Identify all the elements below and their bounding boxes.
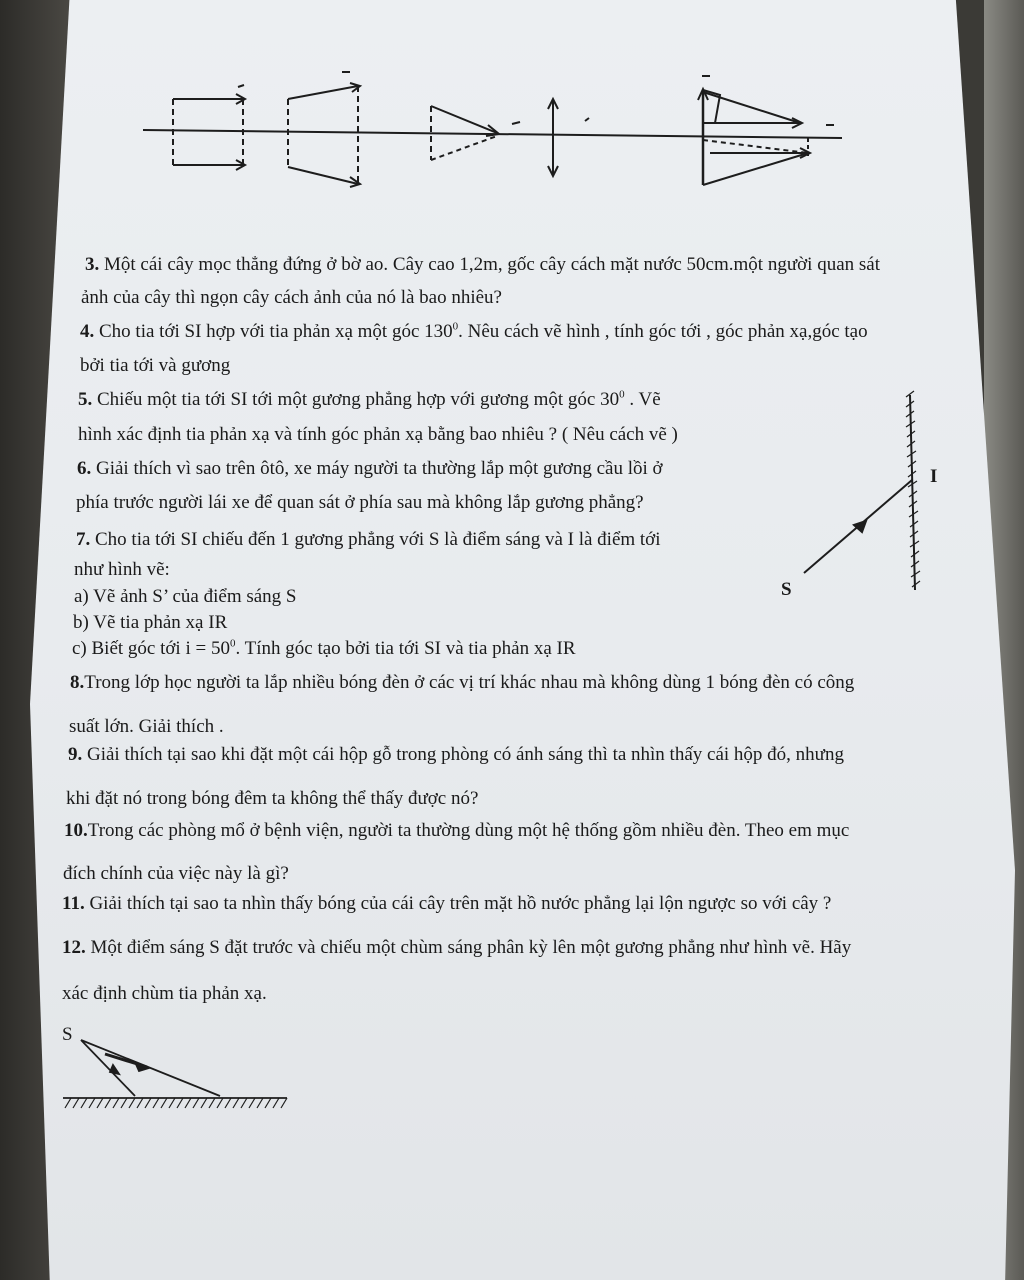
question-10-number: 10. xyxy=(64,820,88,841)
question-10-line-1: 10.Trong các phòng mổ ở bệnh viện, người ta thường dùng một hệ thống gồm nhiều đèn. Theo em mục xyxy=(64,820,850,841)
question-9-line-1: 9. Giải thích tại sao khi đặt một cái hộp gỗ trong phòng có ánh sáng thì ta nhìn thấy cái hộp đó, nhưng xyxy=(68,744,844,765)
ray-1 xyxy=(81,1040,135,1096)
ray-1-arrowhead xyxy=(110,1065,119,1074)
question-3-line-2: ảnh của cây thì ngọn cây cách ảnh của nó là bao nhiêu? xyxy=(81,287,502,308)
point-I-label: I xyxy=(930,466,938,487)
question-7-number: 7. xyxy=(76,529,91,550)
question-7-part-c: c) Biết góc tới $i = 50^0$. Tính góc tạo bởi tia tới SI và tia phản xạ IR xyxy=(72,637,576,659)
question-11-line-1: 11. Giải thích tại sao ta nhìn thấy bóng của cái cây trên mặt hồ nước phẳng lại lộn ngược so với cây ? xyxy=(62,893,832,914)
question-7-figure xyxy=(770,385,950,610)
question-7-part-b: b) Vẽ tia phản xạ IR xyxy=(73,612,228,633)
question-6-line-2: phía trước người lái xe để quan sát ở phía sau mà không lắp gương phẳng? xyxy=(76,492,644,513)
question-12-number: 12. xyxy=(62,937,86,958)
question-7-line-1: 7. Cho tia tới SI chiếu đến 1 gương phẳng với S là điểm sáng và I là điểm tới xyxy=(76,529,661,550)
question-9-number: 9. xyxy=(68,744,83,765)
question-10-line-2: đích chính của việc này là gì? xyxy=(63,863,289,884)
question-11-number: 11. xyxy=(62,893,85,914)
point-S-label: S xyxy=(62,1024,73,1045)
question-8-line-1: 8.Trong lớp học người ta lắp nhiều bóng đèn ở các vị trí khác nhau mà không dùng 1 bóng đèn có công xyxy=(70,672,855,693)
top-sketch-diagrams xyxy=(0,0,1024,200)
question-7-line-2: như hình vẽ: xyxy=(74,559,170,580)
question-12-line-1: 12. Một điểm sáng S đặt trước và chiếu một chùm sáng phân kỳ lên một gương phẳng như hình vẽ. Hãy xyxy=(62,937,852,958)
question-6-line-1: 6. Giải thích vì sao trên ôtô, xe máy người ta thường lắp một gương cầu lồi ở xyxy=(77,458,663,479)
question-9-line-2: khi đặt nó trong bóng đêm ta không thể thấy được nó? xyxy=(66,788,479,809)
question-3-line-1: 3. Một cái cây mọc thẳng đứng ở bờ ao. Cây cao 1,2m, gốc cây cách mặt nước 50cm.một người quan sát xyxy=(85,254,880,275)
ray-arrowhead xyxy=(854,521,866,532)
question-7-part-a: a) Vẽ ảnh S’ của điểm sáng S xyxy=(74,586,297,607)
question-5-number: 5. xyxy=(78,389,93,410)
question-3-number: 3. xyxy=(85,254,100,275)
question-12-line-2: xác định chùm tia phản xạ. xyxy=(62,983,267,1004)
question-4-number: 4. xyxy=(80,321,95,342)
question-12-figure xyxy=(55,1018,305,1118)
question-5-line-1: 5. Chiếu một tia tới SI tới một gương phẳng hợp với gương một góc $30^0$ . Vẽ xyxy=(78,388,661,410)
point-S-label: S xyxy=(781,579,792,600)
question-8-number: 8. xyxy=(70,672,85,693)
mirror-hatching xyxy=(65,1098,287,1108)
question-4-line-1: 4. Cho tia tới SI hợp với tia phản xạ một góc $130^0$. Nêu cách vẽ hình , tính góc tới , góc phản xạ,góc tạo xyxy=(80,320,868,342)
question-5-line-2: hình xác định tia phản xạ và tính góc phản xạ bằng bao nhiêu ? ( Nêu cách vẽ ) xyxy=(78,424,678,445)
question-6-number: 6. xyxy=(77,458,92,479)
question-4-line-2: bởi tia tới và gương xyxy=(80,355,231,376)
question-8-line-2: suất lớn. Giải thích . xyxy=(69,716,224,737)
